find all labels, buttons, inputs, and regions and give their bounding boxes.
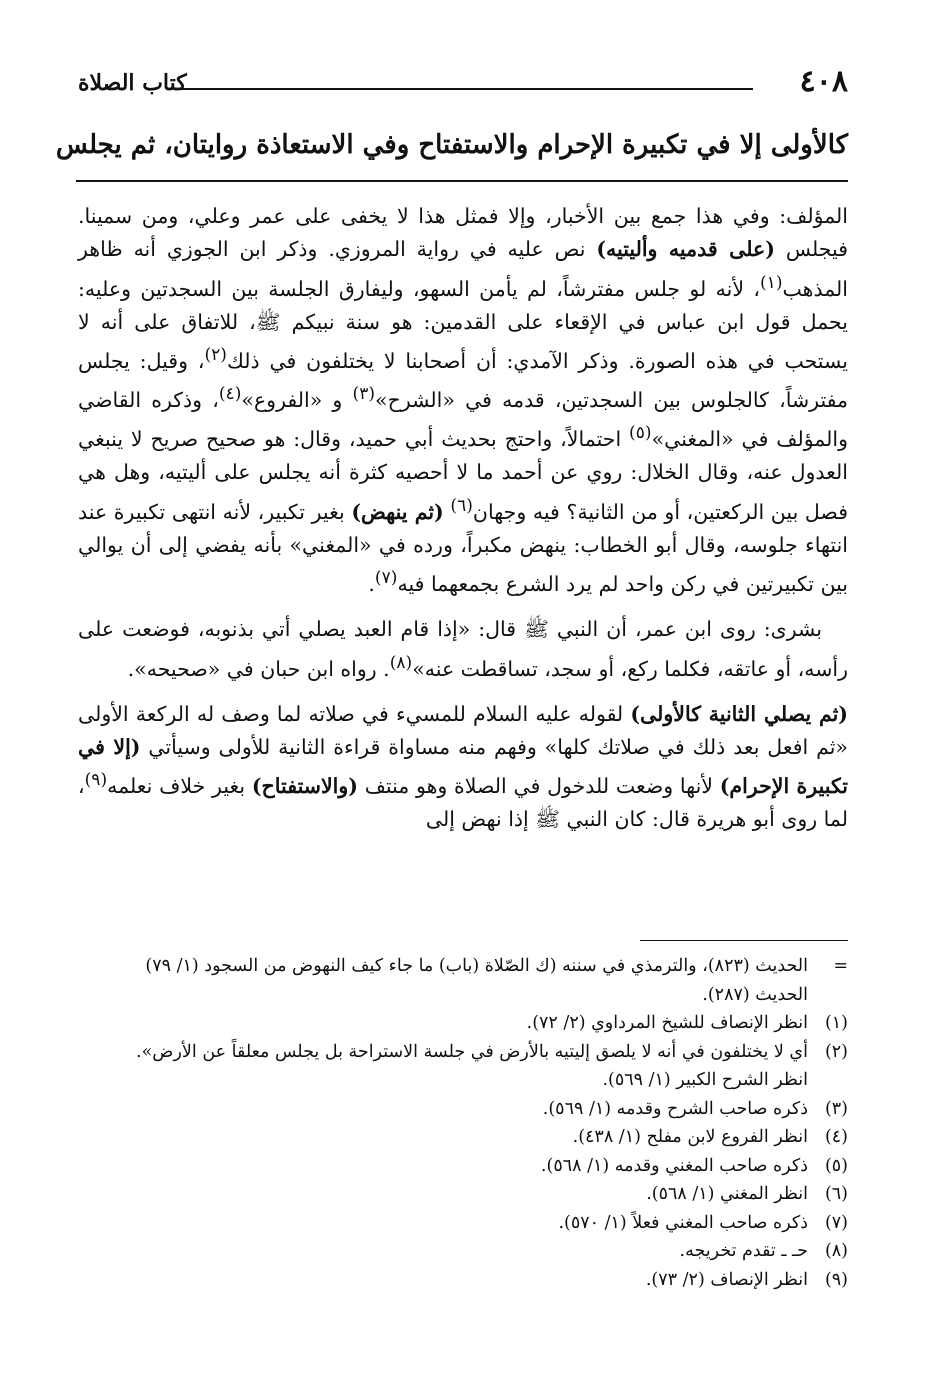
footnote-rule — [640, 940, 848, 941]
matn-quote: (ثم ينهض) — [351, 499, 444, 524]
footnote: (٧) ذكره صاحب المغني فعلاً (١/ ٥٧٠). — [78, 1209, 848, 1238]
footnote: (٨) حـ ـ تقدم تخريجه. — [78, 1237, 848, 1266]
commentary-body — [78, 200, 848, 837]
footnote-number: (٣) — [824, 1098, 848, 1119]
matn-quote: (على قدميه وأليتيه) — [596, 237, 775, 262]
footnote: (٩) انظر الإنصاف (٢/ ٧٣). — [78, 1266, 848, 1295]
footnote-ref: (٣) — [352, 384, 376, 405]
footnote-number: (٥) — [824, 1155, 848, 1176]
footnotes — [78, 952, 848, 1294]
footnote-number: (٧) — [824, 1212, 848, 1233]
commentary-paragraph-2: بشرى: روى ابن عمر، أن النبي ﷺ قال: «إذا قام العبد يصلي أتي بذنوبه، فوضعت على رأسه، أو عاتقه، فكلما ركع، أو سجد، تساقطت عنه»$^{(٨)}$. رواه ابن حبان في «صحيحه». — [78, 617, 848, 681]
footnote-number: (٤) — [824, 1127, 848, 1147]
footnote-ref: (٥) — [629, 423, 652, 444]
footnote-ref: (٧) — [374, 568, 398, 589]
footnote-number: (٢) — [824, 1041, 848, 1062]
footnote-ref: (٢) — [204, 345, 227, 366]
footnote-ref: (٨) — [389, 652, 413, 673]
footnote: (٦) انظر المغني (١/ ٥٦٨). — [78, 1180, 848, 1209]
footnote-ref: (٩) — [84, 770, 108, 791]
footnote-number: (٩) — [824, 1269, 848, 1290]
matn-quote: (ثم يصلي الثانية كالأولى) — [630, 701, 849, 726]
footnote: (٥) ذكره صاحب المغني وقدمه (١/ ٥٦٨). — [78, 1152, 848, 1181]
matn-quote: (إلا في تكبيرة الإحرام) — [78, 734, 848, 799]
footnote-number: (٨) — [824, 1241, 848, 1261]
commentary-paragraph-1: المؤلف: وفي هذا جمع بين الأخبار، وإلا فمثل هذا لا يخفى على عمر وعلي، ومن سمينا. فيجلس (على قدميه وأليتيه) نص عليه في رواية المروزي. وذكر ابن الجوزي أنه ظاهر المذهب$^{(١)}$، لأنه لو جلس مفترشاً، لم يأمن السهو، وليفارق الجلسة بين السجدتين وعليه: يحمل قول ابن عباس في الإقعاء على القدمين: هو سنة نبيكم ﷺ، للاتفاق على أنه لا يستحب في هذه الصورة. وذكر الآمدي: أن أصحابنا لا يختلفون في ذلك$^{(٢)}$، وقيل: يجلس مفترشاً، كالجلوس بين السجدتين، قدمه في «الشرح»$^{(٣)}$ و «الفروع»$^{(٤)}$، وذكره القاضي والمؤلف في «المغني»$^{(٥)}$ احتمالاً، واحتج بحديث أبي حميد، وقال: هو صحيح صريح لا ينبغي العدول عنه، وقال الخلال: روي عن أحمد ما لا أحصيه كثرة أنه يجلس على أليتيه، وهل هي فصل بين الركعتين، أو من الثانية؟ فيه وجهان$^{(٦)}$ (ثم ينهض) بغير تكبير، لأنه انتهى تكبيرة عند انتهاء جلوسه، وقال أبو الخطاب: ينهض مكبراً، ورده في «المغني» بأنه يفضي إلى أن يوالي بين تكبيرتين في ركن واحد لم يرد الشرع بجمعهما فيه$^{(٧)}$. — [78, 204, 849, 596]
footnote: (٣) ذكره صاحب الشرح وقدمه (١/ ٥٦٩). — [78, 1095, 848, 1124]
matn-quote: (والاستفتاح) — [251, 774, 358, 799]
footnote: = الحديث (٨٢٣)، والترمذي في سننه (ك الصّلاة (باب) ما جاء كيف النهوض من السجود (١/ ٧٩) الحديث (٢٨٧). — [78, 952, 848, 1009]
footnote-number: (٦) — [824, 1184, 848, 1204]
commentary-paragraph-3: (ثم يصلي الثانية كالأولى) لقوله عليه السلام للمسيء في صلاته لما وصف له الركعة الأولى «ثم افعل بعد ذلك في صلاتك كلها» وفهم منه مساواة قراءة الثانية للأولى وسيأتي (إلا في تكبيرة الإحرام) لأنها وضعت للدخول في الصلاة وهو منتف (والاستفتاح) بغير خلاف نعلمه$^{(٩)}$، لما روى أبو هريرة قال: كان النبي ﷺ إذا نهض إلى — [78, 701, 849, 832]
book-title: كتاب الصلاة — [78, 70, 187, 96]
footnote-number: = — [833, 956, 848, 976]
matn-text: كالأولى إلا في تكبيرة الإحرام والاستفتاح وفي الاستعاذة روايتان، ثم يجلس — [55, 130, 848, 160]
footnote-ref: (١) — [759, 272, 783, 293]
footnote: (٤) انظر الفروع لابن مفلح (١/ ٤٣٨). — [78, 1123, 848, 1152]
page-header — [78, 62, 848, 102]
footnote-ref: (٤) — [218, 384, 242, 405]
page-number: ٤٠٨ — [799, 64, 848, 99]
matn-rule — [76, 180, 848, 182]
footnote-number: (١) — [824, 1013, 848, 1033]
footnote: (١) انظر الإنصاف للشيخ المرداوي (٢/ ٧٢). — [78, 1009, 848, 1038]
footnote: (٢) أي لا يختلفون في أنه لا يلصق إليتيه بالأرض في جلسة الاستراحة بل يجلس معلقاً عن الأرض». انظر الشرح الكبير (١/ ٥٦٩). — [78, 1038, 848, 1095]
footnote-ref: (٦) — [450, 495, 473, 516]
header-rule — [178, 88, 753, 90]
